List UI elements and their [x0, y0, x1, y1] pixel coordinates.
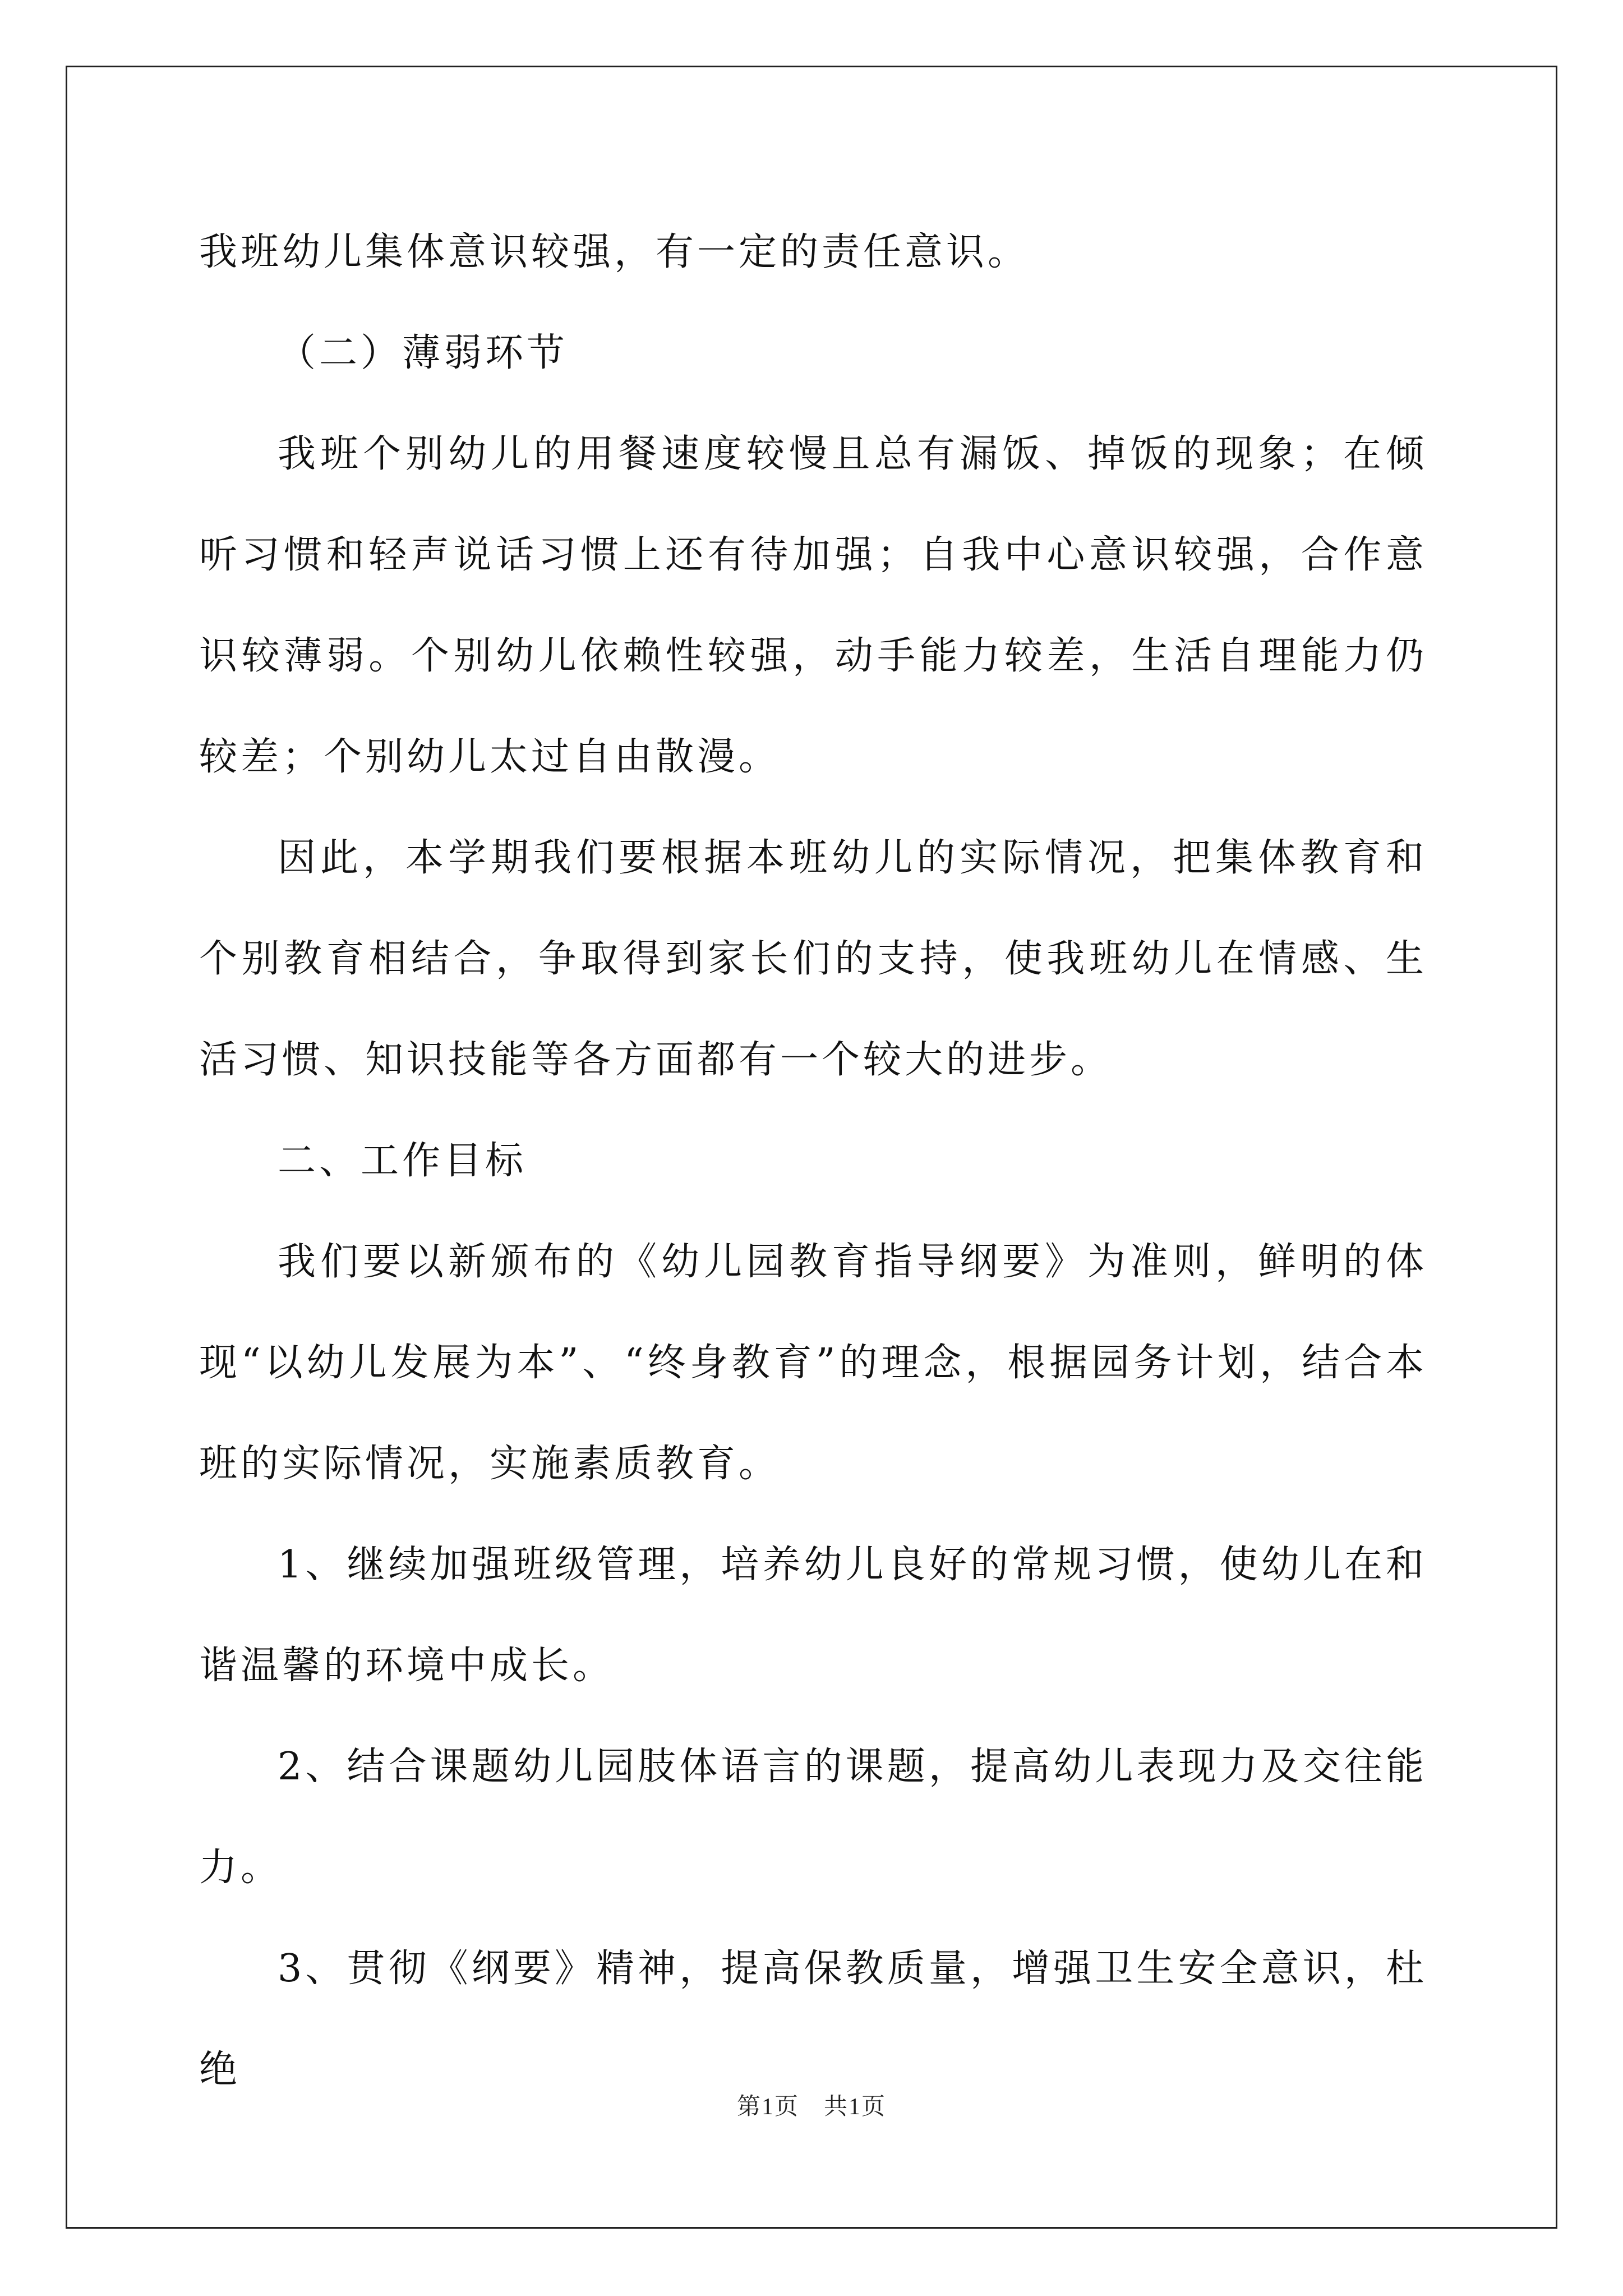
paragraph-therefore: 因此，本学期我们要根据本班幼儿的实际情况，把集体教育和个别教育相结合，争取得到家长们的支持，使我班幼儿在情感、生活习惯、知识技能等各方面都有一个较大的进步。 — [199, 836, 1427, 1082]
goal-item-3: 3、贯彻《纲要》精神，提高保教质量，增强卫生安全意识，杜绝 — [199, 1947, 1427, 2092]
goal-item-1: 1、继续加强班级管理，培养幼儿良好的常规习惯，使幼儿在和谐温馨的环境中成长。 — [199, 1543, 1427, 1688]
goal-item-2: 2、结合课题幼儿园肢体语言的课题，提高幼儿表现力及交往能力。 — [199, 1745, 1427, 1890]
section-heading-weak-points: （二）薄弱环节 — [278, 331, 569, 375]
document-body — [199, 202, 1427, 2120]
paragraph-goals-intro: 我们要以新颁布的《幼儿园教育指导纲要》为准则，鲜明的体现“以幼儿发展为本”、“终身教育”的理念，根据园务计划，结合本班的实际情况，实施素质教育。 — [199, 1240, 1427, 1486]
paragraph-weak-points: 我班个别幼儿的用餐速度较慢且总有漏饭、掉饭的现象；在倾听习惯和轻声说话习惯上还有待加强；自我中心意识较强，合作意识较薄弱。个别幼儿依赖性较强，动手能力较差，生活自理能力仍较差；个别幼儿太过自由散漫。 — [199, 432, 1427, 779]
section-heading-goals: 二、工作目标 — [278, 1139, 527, 1183]
page-number-footer: 第1页 共1页 — [736, 2094, 886, 2120]
paragraph-1: 我班幼儿集体意识较强，有一定的责任意识。 — [199, 230, 1030, 274]
